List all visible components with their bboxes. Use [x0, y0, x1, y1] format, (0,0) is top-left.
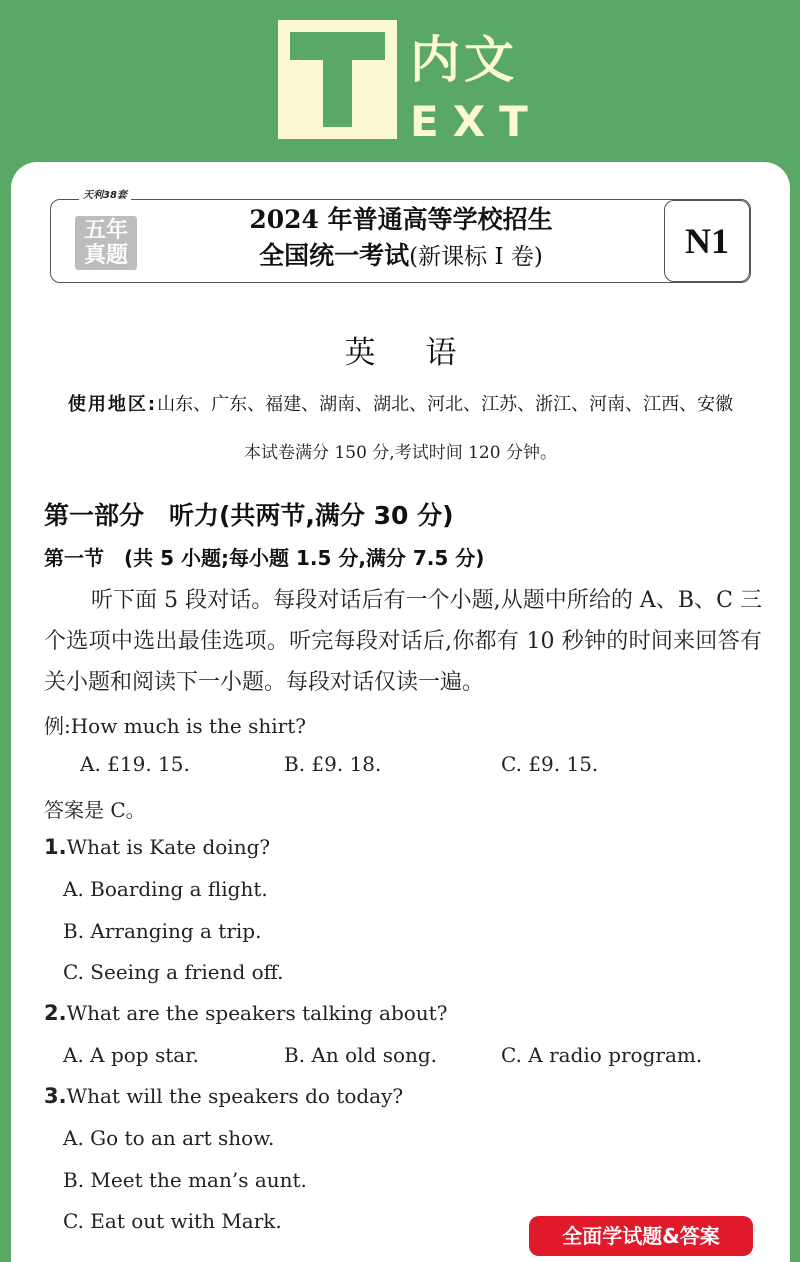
q3-option-b: B. Meet the man’s aunt.	[63, 1168, 307, 1192]
q2-option-b: B. An old song.	[284, 1043, 438, 1067]
question-number: 1.	[44, 835, 67, 859]
t-letter-icon	[278, 20, 397, 139]
brand-logo: 天利38套	[79, 186, 131, 201]
q3-option-c: C. Eat out with Mark.	[63, 1209, 282, 1233]
score-time-line: 本试卷满分 150 分,考试时间 120 分钟。	[244, 443, 557, 463]
example-option-a: A. £19. 15.	[80, 752, 190, 776]
question-number: 2.	[44, 1001, 67, 1025]
subject-title: 英语	[344, 335, 507, 371]
question-text: What will the speakers do today?	[66, 1084, 404, 1108]
banner-en-label: EXT	[410, 97, 542, 146]
example-answer: 答案是 C。	[44, 798, 146, 822]
q2-option-c: C. A radio program.	[501, 1043, 703, 1067]
view-full-answers-button[interactable]: 全面学试题&答案	[529, 1216, 753, 1256]
example-option-b: B. £9. 18.	[284, 752, 382, 776]
exam-title-main: 全国统一考试	[259, 241, 410, 270]
q1-option-a: A. Boarding a flight.	[63, 877, 268, 901]
exam-title-paren: (新课标 I 卷)	[409, 244, 543, 270]
part-title: 第一部分 听力(共两节,满分 30 分)	[44, 501, 454, 530]
question-1	[44, 835, 270, 859]
five-year-badge	[75, 216, 137, 270]
usage-regions	[11, 390, 790, 416]
example-question: 例:How much is the shirt?	[44, 714, 306, 738]
paper-code: N1	[664, 200, 750, 282]
question-number: 3.	[44, 1084, 67, 1108]
instructions: 听下面 5 段对话。每段对话后有一个小题,从题中所给的 A、B、C 三个选项中选出最佳选项。听完每段对话后,你都有 10 秒钟的时间来回答有关小题和阅读下一小题。每段对话仅读一遍。	[44, 588, 762, 695]
exam-title-line1: 2024 年普通高等学校招生	[249, 205, 553, 234]
question-text: What are the speakers talking about?	[66, 1001, 448, 1025]
question-2	[44, 1001, 447, 1025]
banner-cn-label: 内文	[410, 31, 518, 89]
section-title: 第一节 (共 5 小题;每小题 1.5 分,满分 7.5 分)	[44, 546, 485, 570]
exam-title-line2	[171, 238, 631, 275]
question-text: What is Kate doing?	[66, 835, 271, 859]
q3-option-a: A. Go to an art show.	[63, 1126, 275, 1150]
exam-title	[171, 202, 631, 275]
question-3	[44, 1084, 403, 1108]
regions-value: 山东、广东、福建、湖南、湖北、河北、江苏、浙江、河南、江西、安徽	[157, 394, 734, 415]
q2-option-a: A. A pop star.	[63, 1043, 199, 1067]
regions-label: 使用地区:	[67, 394, 158, 415]
example-option-c: C. £9. 15.	[501, 752, 599, 776]
q1-option-c: C. Seeing a friend off.	[63, 960, 284, 984]
q1-option-b: B. Arranging a trip.	[63, 919, 262, 943]
badge-line2: 真题	[83, 243, 128, 268]
top-banner	[0, 0, 800, 165]
t-logo-box	[278, 20, 397, 139]
badge-line1: 五年	[83, 218, 128, 243]
exam-paper	[11, 162, 790, 1262]
